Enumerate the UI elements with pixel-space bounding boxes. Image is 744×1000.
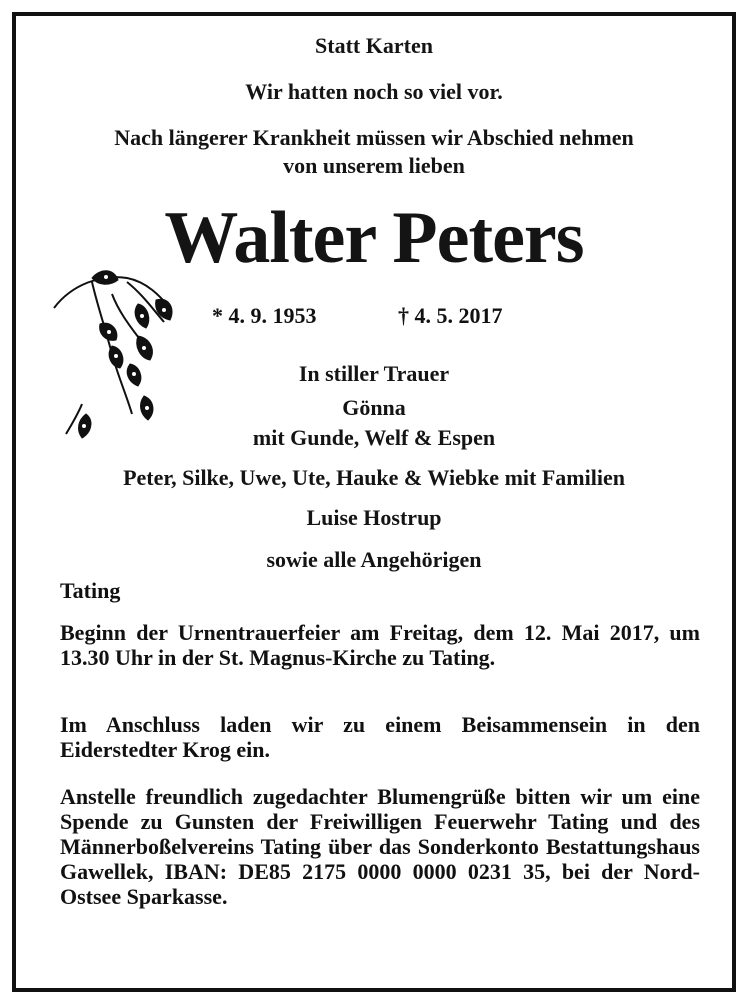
mourner-1: Gönna [342, 395, 406, 420]
ceremony-paragraph: Beginn der Urnentrauerfeier am Freitag, dem 12. Mai 2017, um 13.30 Uhr in der St. Magnus-Kirche zu Tating. [60, 620, 700, 670]
statt-karten: Statt Karten [315, 33, 433, 58]
mourner-2: mit Gunde, Welf & Espen [252, 425, 496, 450]
death-date: † 4. 5. 2017 [398, 303, 503, 328]
place: Tating [60, 578, 121, 603]
intro-line-2: von unserem lieben [283, 153, 465, 178]
donation-paragraph: Anstelle freundlich zugedachter Blumengrüße bitten wir um eine Spende zu Gunsten der Freiwilligen Feuerwehr Tating und des Männerboßelvereins Tating über das Sonderkonto Bestattungshaus Gawellek, IBAN: DE85 2175 0000 0000 0231 35, bei der Nord-Ostsee Sparkasse. [60, 784, 700, 909]
deceased-name: Walter Peters [164, 197, 584, 279]
notice-frame [12, 12, 736, 992]
mourner-3: Peter, Silke, Uwe, Ute, Hauke & Wiebke mit Familien [123, 465, 625, 490]
mourner-5: sowie alle Angehörigen [266, 547, 482, 572]
motto: Wir hatten noch so viel vor. [245, 79, 503, 104]
intro-line-1: Nach längerer Krankheit müssen wir Abschied nehmen [114, 125, 634, 150]
mourner-4: Luise Hostrup [306, 505, 442, 530]
mourning-heading: In stiller Trauer [298, 361, 450, 386]
gathering-paragraph: Im Anschluss laden wir zu einem Beisammensein in den Eiderstedter Krog ein. [60, 712, 700, 762]
birth-date: * 4. 9. 1953 [212, 303, 317, 328]
